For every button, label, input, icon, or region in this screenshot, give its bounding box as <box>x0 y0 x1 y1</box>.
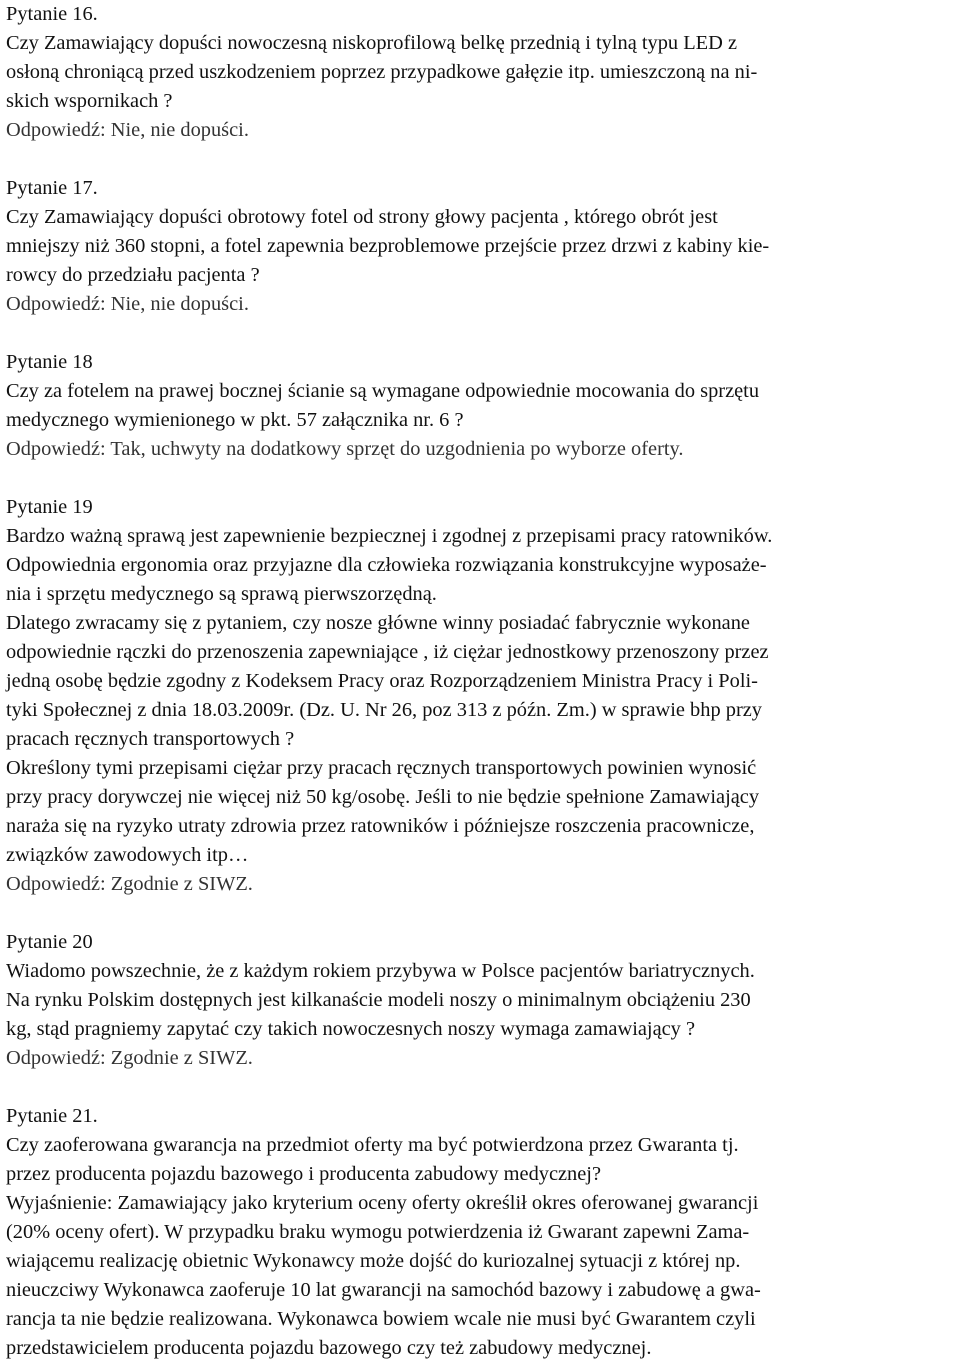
question-heading: Pytanie 18 <box>6 351 93 373</box>
document-body <box>6 0 958 1363</box>
question-text-line: przy pracy dorywczej nie więcej niż 50 kg/osobę. Jeśli to nie będzie spełnione Zamawiający <box>6 786 760 808</box>
answer-text: Odpowiedź: Nie, nie dopuści. <box>6 119 249 141</box>
question-text-line: jedną osobę będzie zgodny z Kodeksem Pracy oraz Rozporządzeniem Ministra Pracy i Poli- <box>6 670 758 692</box>
question-text-line: przez producenta pojazdu bazowego i producenta zabudowy medycznej? <box>6 1163 602 1185</box>
section-spacer <box>6 899 958 928</box>
answer-text: Odpowiedź: Zgodnie z SIWZ. <box>6 1047 253 1069</box>
question-text-line: rancja ta nie będzie realizowana. Wykonawca bowiem wcale nie musi być Gwarantem czyli <box>6 1308 756 1330</box>
question-text-line: Wyjaśnienie: Zamawiający jako kryterium oceny oferty określił okres oferowanej gwarancji <box>6 1192 759 1214</box>
answer-text: Odpowiedź: Nie, nie dopuści. <box>6 293 249 315</box>
section-spacer <box>6 145 958 174</box>
question-text-line: Czy za fotelem na prawej bocznej ścianie są wymagane odpowiednie mocowania do sprzętu <box>6 380 760 402</box>
question-heading: Pytanie 20 <box>6 931 93 953</box>
question-text-line: rowcy do przedziału pacjenta ? <box>6 264 260 286</box>
question-text-line: mniejszy niż 360 stopni, a fotel zapewnia bezproblemowe przejście przez drzwi z kabiny kie- <box>6 235 770 257</box>
question-text-line: medycznego wymienionego w pkt. 57 załącznika nr. 6 ? <box>6 409 464 431</box>
question-section <box>6 928 958 1073</box>
question-text-line: Odpowiednia ergonomia oraz przyjazne dla człowieka rozwiązania konstrukcyjne wyposaże- <box>6 554 767 576</box>
question-text-line: skich wspornikach ? <box>6 90 173 112</box>
answer-text: Odpowiedź: Tak, uchwyty na dodatkowy sprzęt do uzgodnienia po wyborze oferty. <box>6 438 684 460</box>
question-heading: Pytanie 16. <box>6 3 98 25</box>
question-text-line: przedstawicielem producenta pojazdu bazowego czy też zabudowy medycznej. <box>6 1337 652 1359</box>
question-section <box>6 493 958 899</box>
question-text-line: naraża się na ryzyko utraty zdrowia przez ratowników i późniejsze roszczenia pracownicze, <box>6 815 755 837</box>
question-section <box>6 0 958 145</box>
question-text-line: kg, stąd pragniemy zapytać czy takich nowoczesnych noszy wymaga zamawiający ? <box>6 1018 696 1040</box>
section-spacer <box>6 464 958 493</box>
question-section <box>6 174 958 319</box>
question-section <box>6 1102 958 1363</box>
question-heading: Pytanie 19 <box>6 496 93 518</box>
question-text-line: tyki Społecznej z dnia 18.03.2009r. (Dz. U. Nr 26, poz 313 z późn. Zm.) w sprawie bhp przy <box>6 699 762 721</box>
section-spacer <box>6 1073 958 1102</box>
question-text-line: osłoną chroniącą przed uszkodzeniem poprzez przypadkowe gałęzie itp. umieszczoną na ni- <box>6 61 758 83</box>
question-text-line: Dlatego zwracamy się z pytaniem, czy nosze główne winny posiadać fabrycznie wykonane <box>6 612 750 634</box>
question-text-line: Czy Zamawiający dopuści obrotowy fotel od strony głowy pacjenta , którego obrót jest <box>6 206 718 228</box>
question-section <box>6 348 958 464</box>
question-text-line: Wiadomo powszechnie, że z każdym rokiem przybywa w Polsce pacjentów bariatrycznych. <box>6 960 755 982</box>
question-text-line: Na rynku Polskim dostępnych jest kilkanaście modeli noszy o minimalnym obciążeniu 230 <box>6 989 751 1011</box>
question-text-line: (20% oceny ofert). W przypadku braku wymogu potwierdzenia iż Gwarant zapewni Zama- <box>6 1221 750 1243</box>
question-text-line: związków zawodowych itp… <box>6 844 249 866</box>
question-text-line: Czy zaoferowana gwarancja na przedmiot oferty ma być potwierdzona przez Gwaranta tj. <box>6 1134 739 1156</box>
question-text-line: wiającemu realizację obietnic Wykonawcy może dojść do kuriozalnej sytuacji z której np. <box>6 1250 741 1272</box>
question-text-line: nieuczciwy Wykonawca zaoferuje 10 lat gwarancji na samochód bazowy i zabudowę a gwa- <box>6 1279 761 1301</box>
question-text-line: odpowiednie rączki do przenoszenia zapewniające , iż ciężar jednostkowy przenoszony przez <box>6 641 769 663</box>
question-text-line: Czy Zamawiający dopuści nowoczesną niskoprofilową belkę przednią i tylną typu LED z <box>6 32 737 54</box>
section-spacer <box>6 319 958 348</box>
answer-text: Odpowiedź: Zgodnie z SIWZ. <box>6 873 253 895</box>
question-text-line: Bardzo ważną sprawą jest zapewnienie bezpiecznej i zgodnej z przepisami pracy ratowników. <box>6 525 773 547</box>
question-heading: Pytanie 17. <box>6 177 98 199</box>
question-text-line: nia i sprzętu medycznego są sprawą pierwszorzędną. <box>6 583 437 605</box>
question-text-line: pracach ręcznych transportowych ? <box>6 728 295 750</box>
question-text-line: Określony tymi przepisami ciężar przy pracach ręcznych transportowych powinien wynosić <box>6 757 757 779</box>
question-heading: Pytanie 21. <box>6 1105 98 1127</box>
